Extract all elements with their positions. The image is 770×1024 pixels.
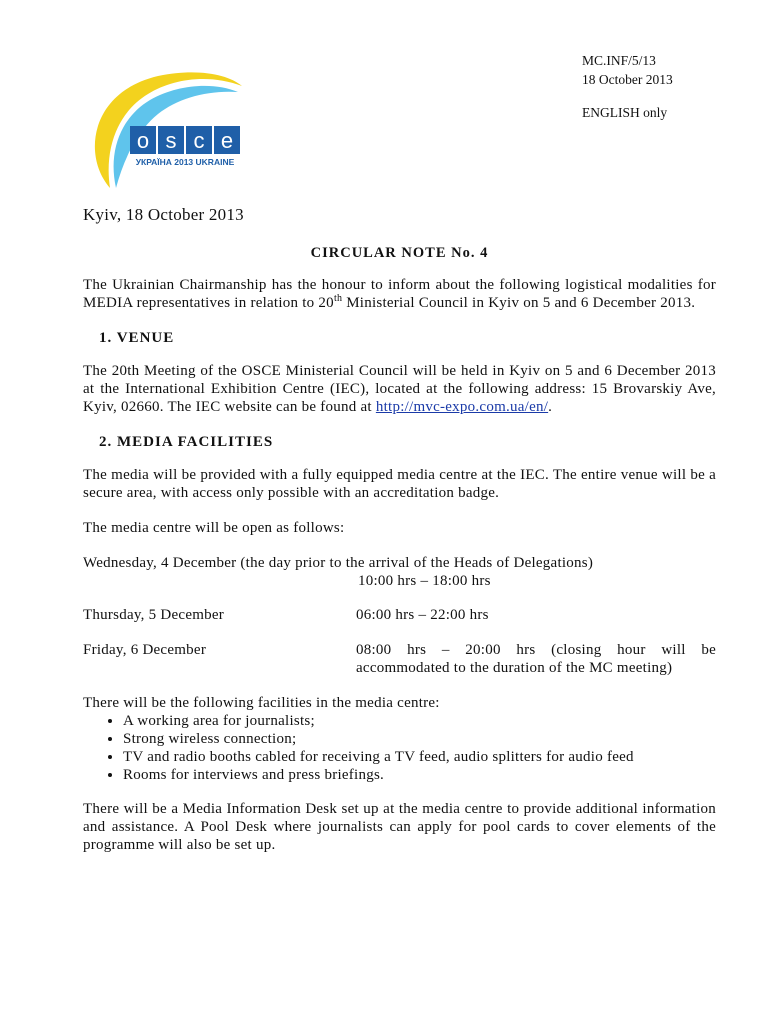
- venue-text-end: .: [548, 399, 553, 415]
- facilities-list: [83, 712, 716, 784]
- schedule-row-friday: [83, 641, 716, 677]
- logo-letter-s: s: [165, 128, 177, 153]
- schedule-day: Thursday, 5 December: [83, 607, 225, 623]
- venue-text: The 20th Meeting of the OSCE Ministerial Council will be held in Kyiv on 5 and 6 December 2013 at the International Exhibition Centre (IEC), located at the following address: 15 Brovarskiy Ave, Kyiv, 02660. The IEC website can be found at: [83, 363, 716, 415]
- venue-heading: 1. VENUE: [99, 330, 175, 346]
- osce-ukraine-2013-logo: [78, 66, 244, 190]
- note-title: CIRCULAR NOTE No. 4: [310, 245, 489, 261]
- media-paragraph-1: The media will be provided with a fully equipped media centre at the IEC. The entire venue will be a secure area, with access only possible with an accreditation badge.: [83, 467, 716, 501]
- intro-text: The Ukrainian Chairmanship has the honour to inform about the following logistical modalities for MEDIA representatives in relation to 20: [83, 277, 716, 311]
- facilities-intro: There will be the following facilities in the media centre:: [83, 695, 440, 711]
- intro-ordinal: th: [333, 293, 343, 304]
- logo-letter-c: c: [193, 128, 205, 153]
- logo-letter-e: e: [220, 128, 234, 153]
- schedule-hours: 06:00 hrs – 22:00 hrs: [356, 607, 489, 623]
- list-item: • A working area for journalists;: [123, 712, 716, 730]
- media-facilities-heading: 2. MEDIA FACILITIES: [99, 434, 274, 450]
- logo-subtitle: УКРАЇНА 2013 UKRAINE: [135, 157, 235, 167]
- schedule-hours: 08:00 hrs – 20:00 hrs (closing hour will be accommodated to the duration of the MC meeting): [356, 642, 716, 676]
- document-meta: [582, 51, 673, 122]
- intro-text-end: Ministerial Council in Kyiv on 5 and 6 December 2013.: [342, 295, 696, 311]
- doc-date: 18 October 2013: [582, 72, 673, 87]
- iec-website-link[interactable]: http://mvc-expo.com.ua/en/: [375, 399, 549, 415]
- logo-letter-o: o: [136, 128, 150, 153]
- list-item: • Rooms for interviews and press briefings.: [123, 766, 716, 784]
- list-item: • Strong wireless connection;: [123, 730, 716, 748]
- list-item: • TV and radio booths cabled for receiving a TV feed, audio splitters for audio feed: [123, 748, 716, 766]
- schedule-day: Friday, 6 December: [83, 642, 207, 658]
- schedule-day: Wednesday, 4 December (the day prior to the arrival of the Heads of Delegations): [83, 555, 594, 571]
- venue-paragraph: [83, 362, 716, 416]
- media-paragraph-2: The media centre will be open as follows:: [83, 520, 345, 536]
- letter-body: [83, 206, 716, 871]
- language-note: ENGLISH only: [582, 105, 668, 120]
- closing-paragraph: There will be a Media Information Desk set up at the media centre to provide additional information and assistance. A Pool Desk where journalists can apply for pool cards to cover elements of the programme will also be set up.: [83, 801, 716, 853]
- doc-reference: MC.INF/5/13: [582, 53, 656, 68]
- schedule-row-wednesday: [83, 554, 716, 590]
- intro-paragraph: [83, 276, 716, 312]
- schedule-row-thursday: [83, 606, 716, 624]
- place-date: Kyiv, 18 October 2013: [83, 205, 244, 224]
- schedule-hours: 10:00 hrs – 18:00 hrs: [358, 573, 491, 589]
